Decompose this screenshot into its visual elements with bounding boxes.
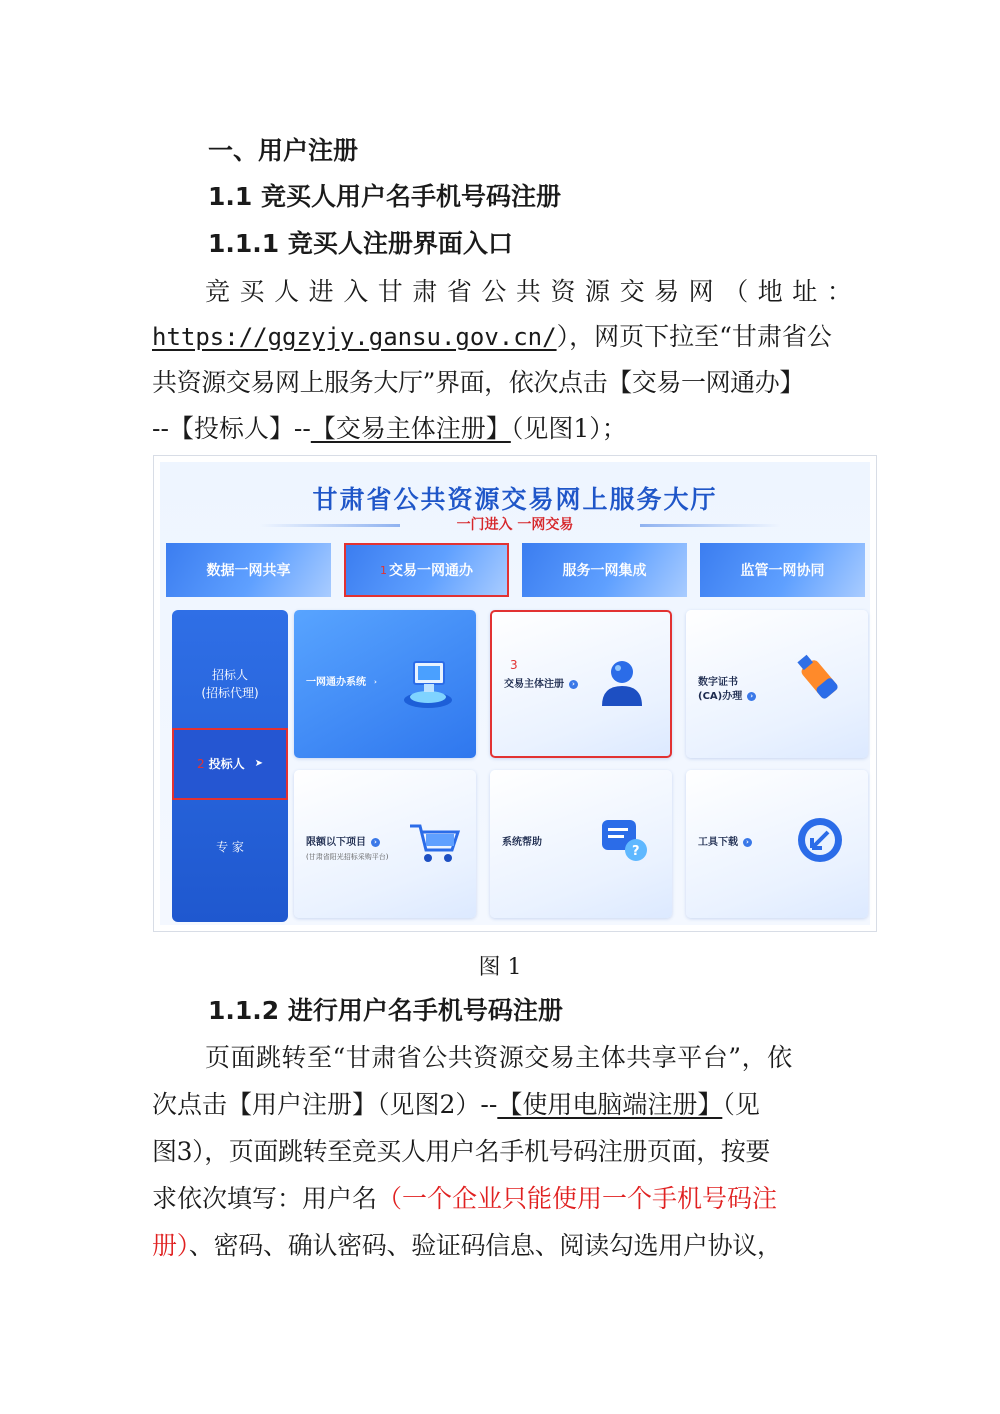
card-one-stop-system-text: 一网通办系统	[306, 677, 366, 688]
card-below-quota-projects-label	[306, 836, 388, 864]
paragraph-1-line-1-char: 入	[343, 277, 369, 306]
paragraph-1-line-4	[152, 414, 852, 444]
paragraph-2-line-2-pre: 次点击【用户注册】（见图2）--	[152, 1090, 498, 1119]
card-tool-download-text: 工具下载	[698, 837, 738, 848]
step-marker-3: 3	[510, 658, 518, 672]
card-system-help-text: 系统帮助	[502, 837, 542, 848]
card-tool-download[interactable]	[686, 770, 868, 918]
paragraph-1-line-1-char: 资	[550, 277, 576, 306]
card-below-quota-projects[interactable]	[294, 770, 476, 918]
paragraph-1-line-1-char: 甘	[377, 277, 403, 306]
sidebar-item-bidder[interactable]	[172, 728, 288, 800]
sidebar-item-expert[interactable]: 专 家	[216, 840, 244, 854]
paragraph-1-line-2	[152, 322, 852, 352]
arrow-right-icon: ›	[374, 677, 377, 686]
svg-text:?: ?	[632, 844, 640, 859]
paragraph-1-line-1-char: ：	[826, 277, 852, 306]
paragraph-2-line-4-pre: 求依次填写：用户名	[152, 1184, 378, 1213]
card-one-stop-system-label	[306, 676, 380, 690]
user-icon	[594, 652, 650, 712]
section-heading-1: 一、用户注册	[208, 136, 359, 165]
download-icon	[792, 810, 848, 870]
website-link[interactable]: https://ggzyjy.gansu.gov.cn/	[152, 323, 557, 351]
tab-trading-one-stop-label: 交易一网通办	[389, 563, 473, 579]
hall-title: 甘肃省公共资源交易网上服务大厅	[312, 485, 718, 514]
paragraph-1-line-1-char: 竞	[205, 277, 231, 306]
computer-icon	[400, 650, 456, 710]
paragraph-2-line-5-red-note: 册）	[152, 1231, 189, 1260]
paragraph-1-line-1-char: 地	[757, 277, 783, 306]
section-heading-1-1-1: 1.1.1 竞买人注册界面入口	[208, 229, 513, 258]
role-sidebar	[172, 610, 288, 922]
card-trading-subject-register-label	[504, 678, 578, 692]
hall-subtitle: 一门进入 一网交易	[456, 517, 574, 533]
arrow-right-icon: ›	[743, 838, 752, 847]
card-digital-certificate-text-2-row	[698, 690, 756, 704]
paragraph-2-line-5-post: 、密码、确认密码、验证码信息、阅读勾选用户协议，	[188, 1231, 782, 1260]
figure-1-caption: 图 1	[478, 955, 522, 980]
paragraph-1-line-1-char: 买	[239, 277, 265, 306]
card-below-quota-projects-subtext: (甘肃省阳光招标采购平台)	[306, 853, 389, 861]
sidebar-item-tenderer[interactable]	[172, 666, 288, 702]
card-digital-certificate-label	[698, 676, 756, 704]
sidebar-item-tenderer-label: 招标人	[211, 668, 248, 682]
usb-key-icon	[792, 650, 848, 710]
shopping-cart-icon	[406, 810, 462, 870]
card-digital-certificate-text-2: (CA)办理	[698, 691, 743, 702]
paragraph-1-line-1	[205, 277, 852, 307]
card-system-help[interactable]	[490, 770, 672, 918]
paragraph-1-line-1-char: 进	[308, 277, 334, 306]
paragraph-2-line-5	[152, 1231, 852, 1261]
section-heading-1-1: 1.1 竞买人用户名手机号码注册	[208, 182, 561, 211]
paragraph-1-line-1-char: 源	[585, 277, 611, 306]
card-digital-certificate[interactable]	[686, 610, 868, 758]
tab-service-integration[interactable]: 服务一网集成	[522, 543, 687, 597]
paragraph-1-line-1-char: 址	[792, 277, 818, 306]
paragraph-1-line-4-pre: --【投标人】--	[152, 414, 311, 443]
step-marker-1: 1	[380, 563, 387, 577]
paragraph-1-line-1-char: 共	[515, 277, 541, 306]
arrow-right-icon: ›	[747, 692, 756, 701]
paragraph-1-line-4-post: （见图1）；	[510, 414, 627, 443]
help-chat-icon	[596, 810, 652, 870]
trading-subject-register-link[interactable]: 【交易主体注册】	[310, 414, 511, 443]
paragraph-2-line-4	[152, 1184, 852, 1214]
pc-register-link[interactable]: 【使用电脑端注册】	[497, 1090, 723, 1119]
paragraph-1-line-1-char: 肃	[412, 277, 438, 306]
paragraph-1-line-1-char: 网	[688, 277, 714, 306]
paragraph-2-line-1: 页面跳转至“甘肃省公共资源交易主体共享平台”，依	[205, 1043, 793, 1072]
paragraph-2-line-2-post: （见	[722, 1090, 760, 1119]
sidebar-item-bidder-label: 投标人	[208, 757, 245, 771]
paragraph-1-line-3: 共资源交易网上服务大厅”界面，依次点击【交易一网通办】	[152, 368, 804, 397]
card-tool-download-label	[698, 836, 752, 850]
tab-trading-one-stop[interactable]	[344, 543, 509, 597]
paragraph-1-line-2-text: ），网页下拉至“甘肃省公	[556, 322, 832, 351]
paragraph-1-line-1-char: 人	[274, 277, 300, 306]
arrow-right-icon: ›	[569, 680, 578, 689]
chevron-right-icon: ➤	[254, 758, 264, 769]
step-marker-2: 2	[196, 757, 205, 771]
paragraph-2-line-4-red-note: （一个企业只能使用一个手机号码注	[377, 1184, 778, 1213]
card-trading-subject-register-text: 交易主体注册	[504, 679, 564, 690]
card-below-quota-projects-title-row	[306, 836, 388, 850]
paragraph-1-line-1-char: 交	[619, 277, 645, 306]
paragraph-1-line-1-char: 公	[481, 277, 507, 306]
paragraph-1-line-1-char: （	[723, 277, 749, 306]
section-heading-1-1-2: 1.1.2 进行用户名手机号码注册	[208, 996, 563, 1025]
tab-supervision-collaboration[interactable]: 监管一网协同	[700, 543, 865, 597]
card-trading-subject-register[interactable]	[490, 610, 672, 758]
arrow-right-icon: ›	[371, 838, 380, 847]
figure-1-screenshot	[153, 455, 877, 932]
paragraph-2-line-3: 图3），页面跳转至竞买人用户名手机号码注册页面，按要	[152, 1137, 771, 1166]
paragraph-1-line-1-char: 易	[654, 277, 680, 306]
card-below-quota-projects-text: 限额以下项目	[306, 837, 366, 848]
card-one-stop-system[interactable]	[294, 610, 476, 758]
card-system-help-label	[502, 836, 542, 850]
tab-data-sharing[interactable]: 数据一网共享	[166, 543, 331, 597]
sidebar-item-tenderer-agent-label: (招标代理)	[201, 686, 259, 700]
paragraph-1-line-1-char: 省	[446, 277, 472, 306]
paragraph-2-line-2	[152, 1090, 852, 1120]
card-digital-certificate-text-1: 数字证书	[698, 677, 738, 688]
figure-background	[160, 462, 870, 925]
